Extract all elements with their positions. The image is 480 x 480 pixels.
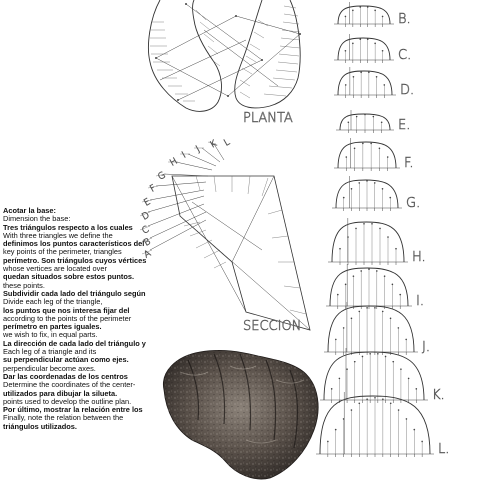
section-letter: L. [438, 442, 450, 457]
section-profile [324, 302, 430, 355]
section-letter: K. [432, 388, 445, 403]
text-line-spanish: Dar las coordenadas de los centros [3, 372, 128, 381]
text-line-english: whose vertices are located over [3, 265, 107, 274]
instruction-text [3, 207, 188, 431]
text-line-spanish: definimos los puntos característicos del [3, 240, 145, 249]
section-letter: G. [406, 196, 421, 211]
text-line-english: we wish to fix, in equal parts. [3, 331, 98, 340]
text-line-english: according to the points of the perimeter [3, 314, 132, 323]
text-line-spanish: Acotar la base: [3, 207, 56, 215]
text-line-spanish: Por último, mostrar la relación entre los [3, 406, 143, 415]
text-line-english: Determine the coordinates of the center- [3, 381, 136, 390]
plan-drawing [148, 0, 301, 126]
text-line-english: these points. [3, 281, 45, 290]
fan-letter-l: L [222, 137, 232, 149]
text-line-english: Finally, note the relation between the [3, 414, 124, 423]
section-letter: C. [398, 48, 412, 63]
fan-letter-d: D [140, 210, 152, 223]
text-line-spanish: perímetro. Son triángulos cuyos vértices [3, 256, 147, 265]
section-profile [334, 2, 411, 27]
text-line-spanish: La dirección de cada lado del triángulo y [3, 339, 146, 348]
text-line-spanish: triángulos utilizados. [3, 422, 77, 431]
section-profile [336, 110, 410, 133]
fan-letter-f: F [148, 183, 158, 195]
section-profile [334, 34, 411, 63]
section-letter: J. [422, 340, 430, 355]
text-line-spanish: Subdividir cada lado del triángulo según [3, 289, 146, 298]
fan-letter-h: H [168, 156, 180, 169]
fan-letter-g: G [156, 170, 168, 183]
text-line-english: points used to develop the outline plan. [3, 397, 132, 406]
section-letter: D. [400, 83, 415, 98]
section-label: SECCION [243, 319, 302, 334]
fan-letter-a: A [142, 248, 153, 261]
section-profile [334, 67, 414, 98]
text-line-english: Each leg of a triangle and its [3, 348, 97, 357]
text-line-english: With three triangles we define the [3, 231, 113, 240]
text-line-english: Divide each leg of the triangle, [3, 298, 103, 307]
fan-letter-j: J [194, 144, 202, 155]
text-line-spanish: Tres triángulos respecto a los cuales [3, 223, 133, 232]
fan-letter-b: B [142, 236, 153, 249]
section-profile [328, 218, 426, 265]
text-line-spanish: utilizados para dibujar la silueta. [3, 389, 118, 398]
text-line-english: perpendicular become axes. [3, 364, 96, 373]
plan-label: PLANTA [243, 111, 293, 126]
section-series [316, 2, 449, 457]
section-profile [320, 348, 445, 403]
section-letter: F. [404, 156, 414, 171]
fan-letter-k: K [208, 138, 219, 151]
section-profile [334, 138, 414, 171]
section-letter: B. [398, 12, 411, 27]
text-line-english: key points of the perimeter, triangles [3, 248, 122, 257]
section-letter: I. [416, 294, 424, 309]
section-letter: H. [412, 250, 426, 265]
section-profile [316, 392, 449, 457]
section-profile [326, 264, 424, 309]
text-line-spanish: su perpendicular actúan como ejes. [3, 356, 129, 365]
text-line-spanish: perímetro en partes iguales. [3, 323, 102, 332]
fan-letter-i: I [180, 150, 188, 161]
fan-letter-e: E [142, 197, 153, 209]
text-line-spanish: quedan situados sobre estos puntos. [3, 273, 134, 282]
fan-letter-c: C [140, 224, 151, 237]
text-line-english: Dimension the base: [3, 215, 71, 224]
section-letter: E. [398, 118, 411, 133]
section-profile [332, 176, 420, 211]
text-line-spanish: los puntos que nos interesa fijar del [3, 306, 130, 315]
